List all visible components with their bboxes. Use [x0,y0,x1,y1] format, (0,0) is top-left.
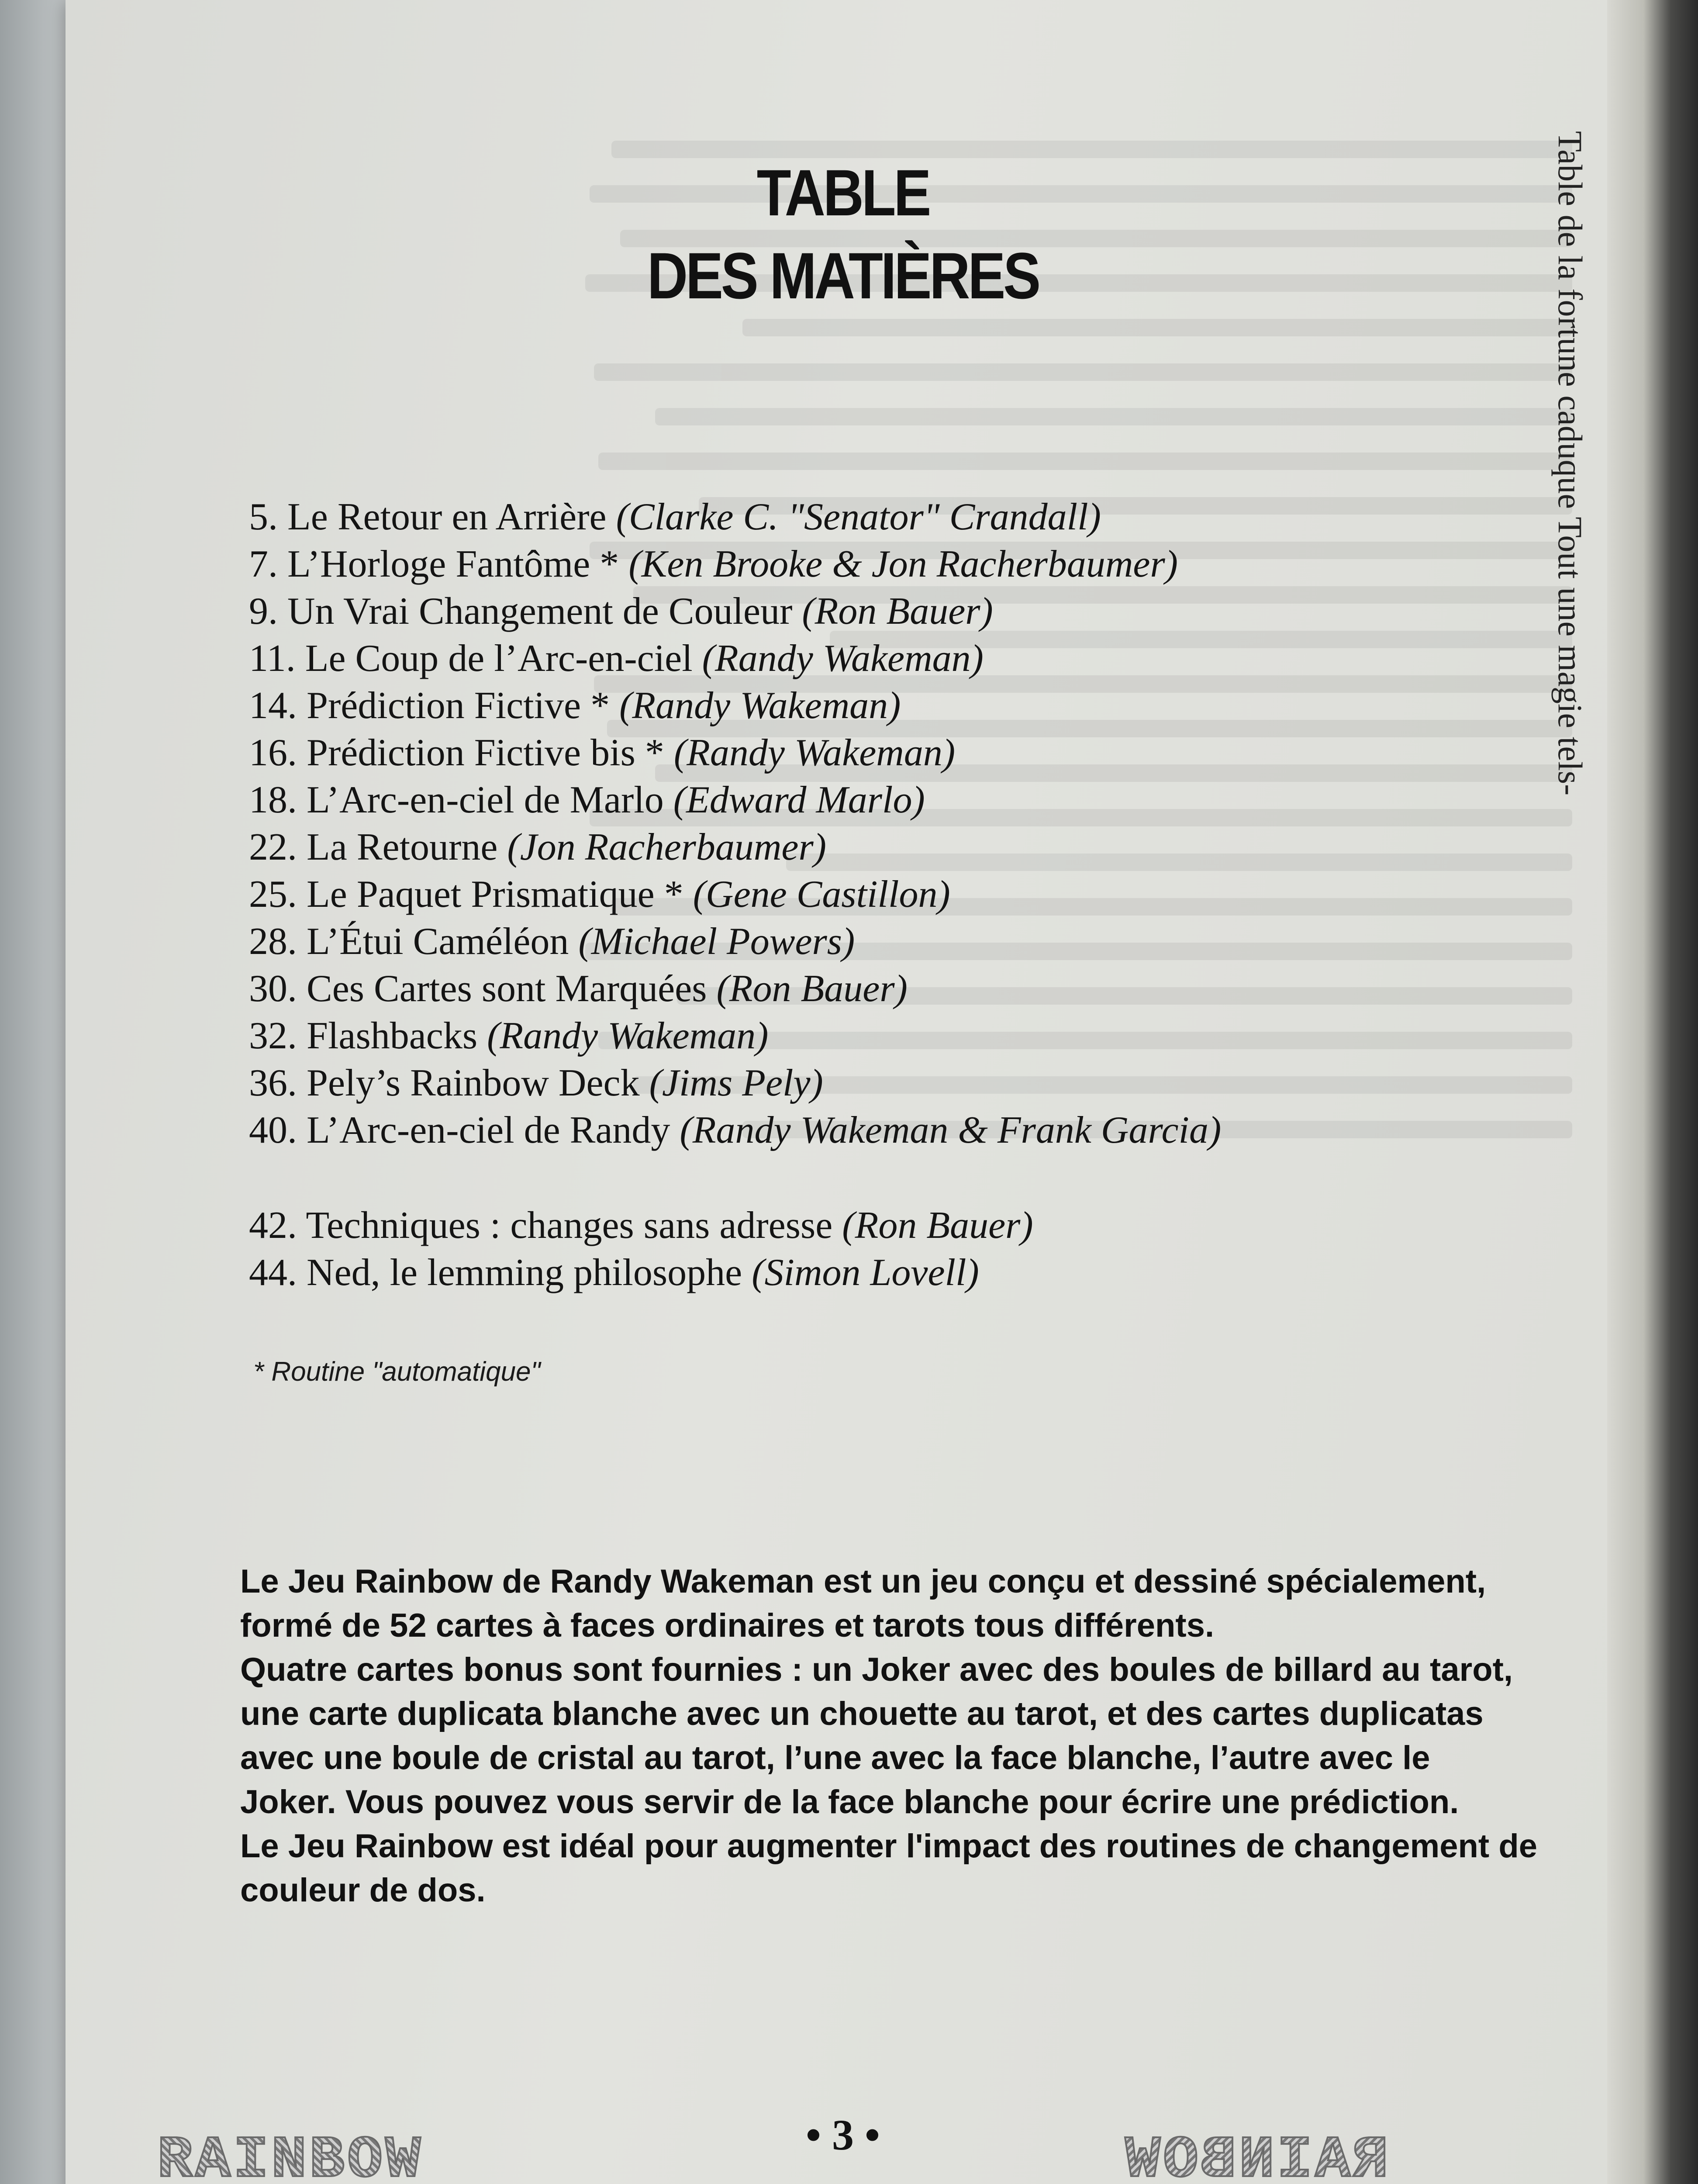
toc-entry [249,635,1428,682]
footnote: * Routine "automatique" [253,1357,541,1387]
toc-entry [249,777,1428,824]
description-line: formé de 52 cartes à faces ordinaires et tarots tous différents. [240,1607,1215,1644]
toc-entry-author: (Randy Wakeman) [487,1015,769,1057]
toc-entry [249,729,1428,777]
toc-entry [249,1107,1428,1154]
toc-entry-author: (Randy Wakeman & Frank Garcia) [680,1109,1222,1151]
toc-entry-author: (Simon Lovell) [752,1251,979,1294]
table-of-contents [249,494,1428,1296]
description-line: une carte duplicata blanche avec un chouette au tarot, et des cartes duplicatas [240,1695,1484,1732]
toc-entry [249,682,1428,729]
toc-entry-author: (Jims Pely) [649,1062,823,1104]
underlying-page-edge [1607,0,1698,2184]
description-line: Joker. Vous pouvez vous servir de la face blanche pour écrire une prédiction. [240,1783,1459,1821]
toc-entry-author: (Edward Marlo) [673,779,925,821]
toc-entry-author: (Jon Racherbaumer) [507,826,827,868]
toc-entry-author: (Randy Wakeman) [702,637,984,680]
toc-entry-title: 36. Pely’s Rainbow Deck [249,1062,640,1104]
description-line: couleur de dos. [240,1872,486,1909]
toc-spacer [249,1154,1428,1202]
toc-entry-title: 25. Le Paquet Prismatique * [249,873,683,916]
book-page [66,0,1612,2184]
page-number: • 3 • [805,2111,880,2159]
description-line: Quatre cartes bonus sont fournies : un Joker avec des boules de billard au tarot, [240,1651,1513,1688]
toc-entry [249,1013,1428,1060]
toc-entry-author: (Ron Bauer) [842,1204,1033,1247]
description-line: Le Jeu Rainbow est idéal pour augmenter l'impact des routines de changement de [240,1828,1538,1865]
toc-entry [249,1249,1428,1296]
toc-entry-title: 40. L’Arc-en-ciel de Randy [249,1109,670,1151]
toc-entry-author: (Gene Castillon) [693,873,950,916]
toc-entry-author: (Clarke C. "Senator" Crandall) [616,496,1101,538]
toc-entry [249,918,1428,965]
toc-entry-title: 11. Le Coup de l’Arc-en-ciel [249,637,693,680]
toc-entry [249,1202,1428,1249]
toc-entry-title: 32. Flashbacks [249,1015,478,1057]
toc-entry-title: 28. L’Étui Caméléon [249,920,569,963]
toc-entry-title: 16. Prédiction Fictive bis * [249,732,664,774]
toc-entry-author: (Ken Brooke & Jon Racherbaumer) [628,543,1178,585]
toc-entry-title: 14. Prédiction Fictive * [249,684,610,727]
underlying-page-text: Table de la fortune caduque Tout une magie tels- [1551,131,1589,796]
page-title-line-2: DES MATIÈRES [647,239,1039,312]
toc-entry [249,965,1428,1013]
toc-entry-title: 7. L’Horloge Fantôme * [249,543,619,585]
toc-entry-title: 42. Techniques : changes sans adresse [249,1204,833,1247]
rainbow-logo-left: RAINBOW [157,2127,423,2184]
toc-entry-title: 30. Ces Cartes sont Marquées [249,968,707,1010]
toc-entry [249,588,1428,635]
toc-entry [249,824,1428,871]
toc-entry-title: 44. Ned, le lemming philosophe [249,1251,742,1294]
toc-entry-title: 22. La Retourne [249,826,498,868]
product-description [240,1559,1542,1912]
toc-entry [249,494,1428,541]
toc-entry-author: (Randy Wakeman) [673,732,956,774]
toc-entry-title: 18. L’Arc-en-ciel de Marlo [249,779,664,821]
toc-entry-author: (Michael Powers) [578,920,855,963]
description-line: avec une boule de cristal au tarot, l’une avec la face blanche, l’autre avec le [240,1739,1430,1776]
toc-entry-author: (Ron Bauer) [802,590,993,632]
toc-entry [249,541,1428,588]
toc-entry-title: 5. Le Retour en Arrière [249,496,607,538]
page-title-line-1: TABLE [756,156,929,229]
toc-entry-author: (Randy Wakeman) [619,684,901,727]
description-line: Le Jeu Rainbow de Randy Wakeman est un jeu conçu et dessiné spécialement, [240,1563,1486,1600]
toc-entry-author: (Ron Bauer) [716,968,908,1010]
toc-entry-title: 9. Un Vrai Changement de Couleur [249,590,793,632]
toc-entry [249,871,1428,918]
rainbow-logo-right-mirrored: RAINBOW [1122,2127,1388,2184]
toc-entry [249,1060,1428,1107]
